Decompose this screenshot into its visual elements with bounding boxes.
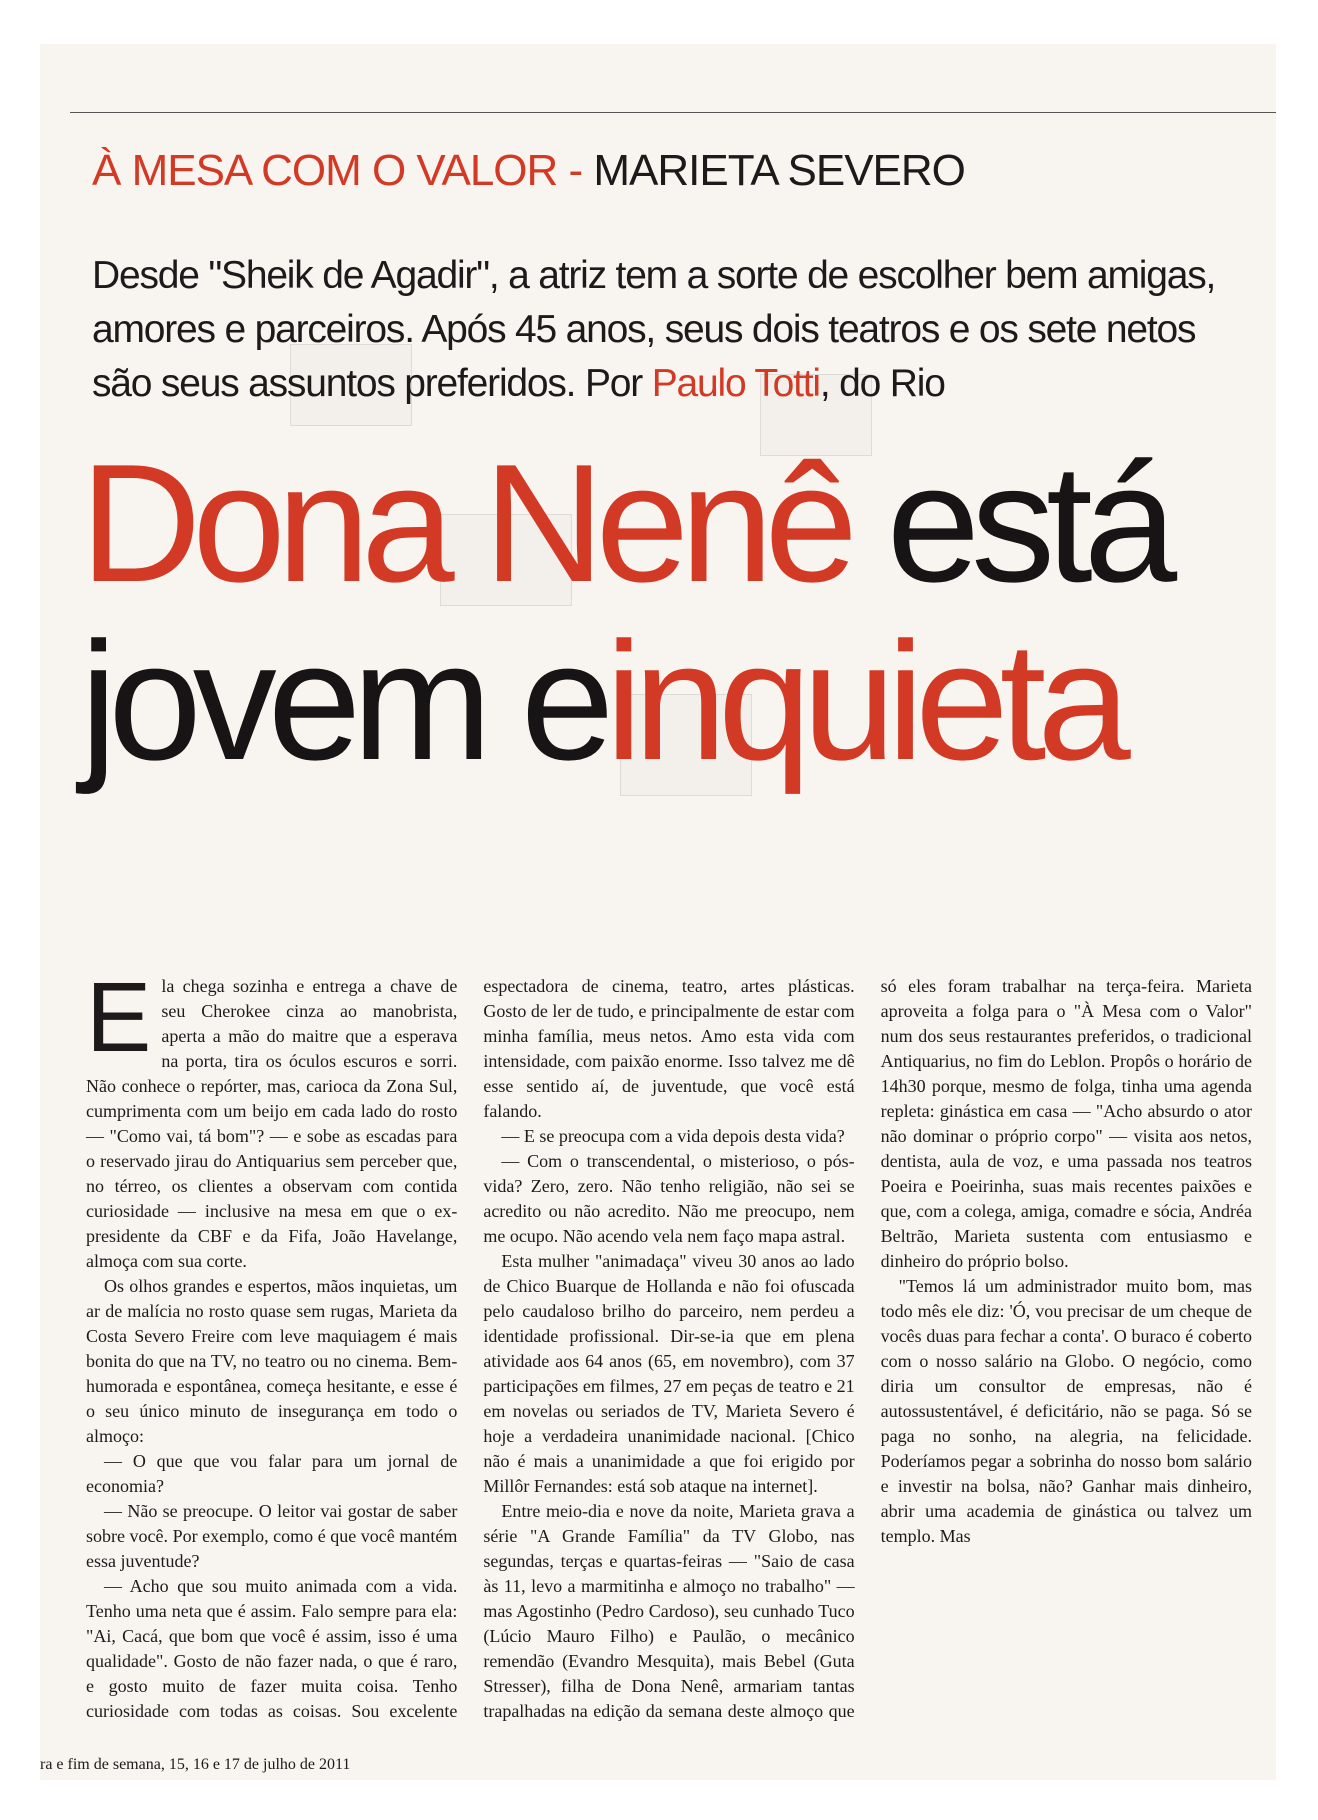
headline	[80, 429, 1276, 795]
deck-author: Paulo Totti	[651, 362, 820, 405]
kicker-name: MARIETA SEVERO	[593, 146, 965, 195]
paragraph: — Não se preocupe. O leitor vai gostar de saber sobre você. Por exemplo, como é que você mantém essa juventude?	[86, 1501, 458, 1571]
paragraph: — Com o transcendental, o misterioso, o pós-vida? Zero, zero. Não tenho religião, não sei se acredito ou não acredito. Não me preocupo, nem me ocupo. Não acendo vela nem faço mapa astral.	[483, 1151, 855, 1246]
top-rule	[70, 112, 1276, 113]
article-body	[86, 962, 1252, 1726]
paragraph: — O que que vou falar para um jornal de economia?	[86, 1451, 458, 1496]
paragraph-text: la chega sozinha e entrega a chave de seu Cherokee cinza ao manobrista, aperta a mão do maitre que a esperava na porta, tira os óculos escuros e sorri. Não conhece o repórter, mas, carioca da Zona Sul, cumprimenta com um beijo em cada lado do rosto — "Como vai, tá bom"? — e sobe as escadas para o reservado jirau do Antiquarius sem perceber que, no térreo, os clientes a observam com contida curiosidade — inclusive na mesa em que o ex-presidente da CBF e da Fifa, João Havelange, almoça com sua corte.	[86, 976, 458, 1271]
section-kicker	[92, 146, 965, 195]
kicker-section: À MESA COM O VALOR -	[92, 146, 583, 195]
headline-part-2: está	[886, 429, 1169, 617]
headline-part-3: jovem e	[80, 607, 606, 795]
deck-text: Desde "Sheik de Agadir", a atriz tem a sorte de escolher bem amigas, amores e parceiros. Após 45 anos, seus dois teatros e os sete netos são seus assuntos preferidos. Por	[92, 254, 1216, 405]
paragraph: — E se preocupa com a vida depois desta vida?	[501, 1126, 845, 1146]
paragraph	[86, 962, 458, 1274]
page-footer-date: ra e fim de semana, 15, 16 e 17 de julho de 2011	[40, 1756, 351, 1773]
deck-location: , do Rio	[819, 362, 945, 405]
headline-line-1	[80, 429, 1276, 617]
newspaper-page	[40, 44, 1276, 1780]
headline-part-1: Dona Nenê	[80, 429, 849, 617]
paragraph: Os olhos grandes e espertos, mãos inquietas, um ar de malícia no rosto quase sem rugas, Marieta da Costa Severo Freire com leve maquiagem é mais bonita do que na TV, no teatro ou no cinema. Bem-humorada e espontânea, começa hesitante, e esse é o seu único minuto de insegurança em todo o almoço:	[86, 1276, 458, 1446]
headline-part-4: inquieta	[605, 607, 1122, 795]
paragraph: Entre meio-dia e nove da noite, Marieta grava a série "A Grande Família" da TV Globo, nas segundas, terças e quartas-feiras — "Saio de casa às 11, levo a marmitinha e almoço no trabalho" — mas Agostinho (Pedro Cardoso), seu cunhado Tuco (Lúcio Mauro Filho) e Paulão, o mecânico remendão (Evandro Mesquita), mais Bebel (Guta Stresser), filha de Dona Nenê, armariam tantas trapalhadas na edição da semana deste almoço que só eles foram trabalhar na terça-feira. Marieta aproveita a folga para o "À Mesa com o Valor" num dos seus restaurantes preferidos, o tradicional Antiquarius, no fim do Leblon. Propôs o horário de 14h30 porque, mesmo de folga, tinha uma agenda repleta: ginástica em casa — "Acho absurdo o ator não dominar o próprio corpo" — visita aos netos, dentista, aula de voz, e uma passada nos teatros Poeira e Poeirinha, suas mais recentes paixões e que, com a colega, amiga, comadre e sócia, Andréa Beltrão, Marieta sustenta com entusiasmo e dinheiro do próprio bolso.	[483, 976, 1252, 1721]
paragraph: — Acho que sou muito animada com a vida. Tenho uma neta que é assim. Falo sempre para ela: "Ai, Cacá, que bom que você é assim, isso é uma qualidade". Gosto de não fazer nada, o que é raro, e gosto muito de fazer muita coisa. Tenho curiosidade com todas as coisas. Sou excelente espectadora de cinema, teatro, artes plásticas. Gosto de ler de tudo, e principalmente de estar com minha família, meus netos. Amo esta vida com intensidade, com paixão enorme. Isso talvez me dê esse sentido aí, de juventude, que você está falando.	[86, 976, 855, 1721]
deck-subtitle	[92, 249, 1252, 411]
headline-line-2	[80, 607, 1276, 795]
paragraph: "Temos lá um administrador muito bom, mas todo mês ele diz: 'Ó, vou precisar de um cheque de vocês duas para fechar a conta'. O buraco é coberto com o nosso salário na Globo. O negócio, como diria um consultor de empresas, não é autossustentável, é deficitário, não se paga. Só se paga no sonho, na alegria, na felicidade. Poderíamos pegar a sobrinha do nosso bom salário e investir na bolsa, não? Ganhar mais dinheiro, abrir uma academia de ginástica ou talvez um templo. Mas	[880, 1276, 1252, 1546]
paragraph: Esta mulher "animadaça" viveu 30 anos ao lado de Chico Buarque de Hollanda e não foi ofuscada pelo caudaloso brilho do parceiro, nem perdeu a identidade profissional. Dir-se-ia que em plena atividade aos 64 anos (65, em novembro), com 37 participações em filmes, 27 em peças de teatro e 21 em novelas ou seriados de TV, Marieta Severo é hoje a verdadeira unanimidade nacional. [Chico não é mais a unanimidade a que foi erigido por Millôr Fernandes: está sob ataque na internet].	[483, 1251, 855, 1496]
drop-cap: E	[86, 962, 152, 1072]
